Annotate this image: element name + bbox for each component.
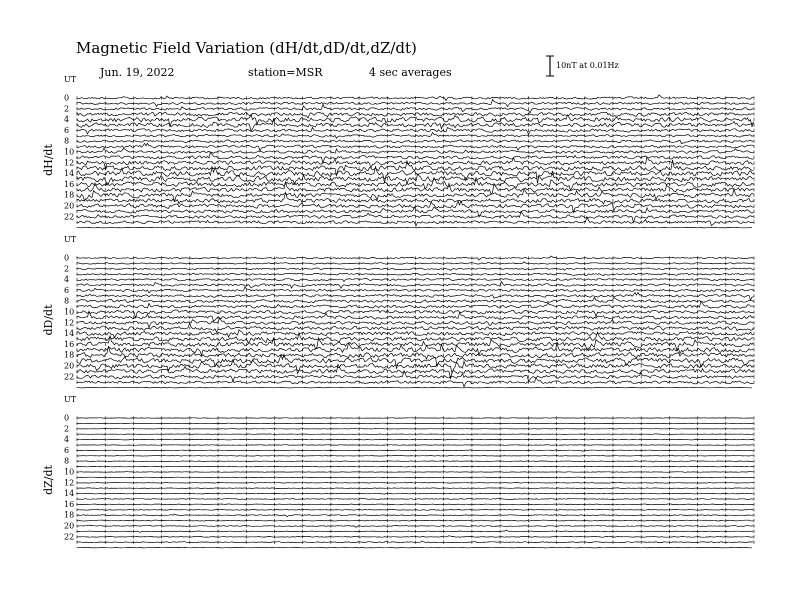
hour-tick-label: 10: [64, 307, 75, 317]
ut-label: UT: [64, 395, 77, 404]
panel-ylabel: dD/dt: [42, 304, 55, 336]
scale-bar: [546, 56, 619, 76]
hour-tick-label: 6: [64, 445, 70, 455]
panel-ylabel: dH/dt: [42, 144, 55, 176]
hour-tick-label: 10: [64, 147, 75, 157]
hour-tick-label: 16: [64, 339, 75, 349]
hour-tick-label: 20: [64, 201, 75, 211]
hour-tick-label: 22: [64, 372, 75, 382]
hour-tick-label: 20: [64, 361, 75, 371]
hour-trace: [77, 346, 754, 359]
hour-tick-label: 14: [64, 169, 75, 179]
hour-tick-label: 16: [64, 499, 75, 509]
hour-tick-label: 8: [64, 456, 70, 466]
hour-tick-label: 18: [64, 510, 75, 520]
hour-tick-label: 4: [64, 275, 70, 285]
hour-tick-label: 4: [64, 435, 70, 445]
hour-tick-label: 0: [64, 253, 70, 263]
hour-tick-label: 2: [64, 264, 70, 274]
chart-title: Magnetic Field Variation (dH/dt,dD/dt,dZ/dt): [76, 39, 417, 57]
ut-label: UT: [64, 75, 77, 84]
hour-tick-label: 10: [64, 467, 75, 477]
panels-group: [42, 75, 754, 548]
hour-tick-label: 12: [64, 478, 75, 488]
panel-0: [42, 75, 754, 228]
hour-tick-label: 8: [64, 296, 70, 306]
hour-tick-label: 20: [64, 521, 75, 531]
hour-tick-label: 16: [64, 179, 75, 189]
hour-tick-label: 14: [64, 489, 75, 499]
hour-tick-label: 0: [64, 93, 70, 103]
hour-tick-label: 18: [64, 190, 75, 200]
scale-label: 10nT at 0.01Hz: [556, 61, 619, 70]
averaging-label: 4 sec averages: [369, 66, 452, 79]
hour-tick-label: 22: [64, 532, 75, 542]
panel-1: [42, 235, 754, 388]
hour-tick-label: 6: [64, 125, 70, 135]
hour-tick-label: 8: [64, 136, 70, 146]
hour-tick-label: 12: [64, 158, 75, 168]
panel-2: [42, 395, 754, 548]
hour-tick-label: 4: [64, 115, 70, 125]
hour-tick-label: 0: [64, 413, 70, 423]
closing-trace: [77, 227, 752, 228]
panel-ylabel: dZ/dt: [42, 465, 55, 495]
ut-label: UT: [64, 235, 77, 244]
hour-tick-label: 6: [64, 285, 70, 295]
closing-trace: [77, 387, 752, 388]
station-label: station=MSR: [248, 66, 323, 79]
date-label: Jun. 19, 2022: [100, 66, 175, 79]
hour-tick-label: 22: [64, 212, 75, 222]
closing-trace: [77, 547, 752, 548]
hour-tick-label: 14: [64, 329, 75, 339]
hour-tick-label: 2: [64, 424, 70, 434]
hour-tick-label: 18: [64, 350, 75, 360]
hour-tick-label: 12: [64, 318, 75, 328]
hour-tick-label: 2: [64, 104, 70, 114]
